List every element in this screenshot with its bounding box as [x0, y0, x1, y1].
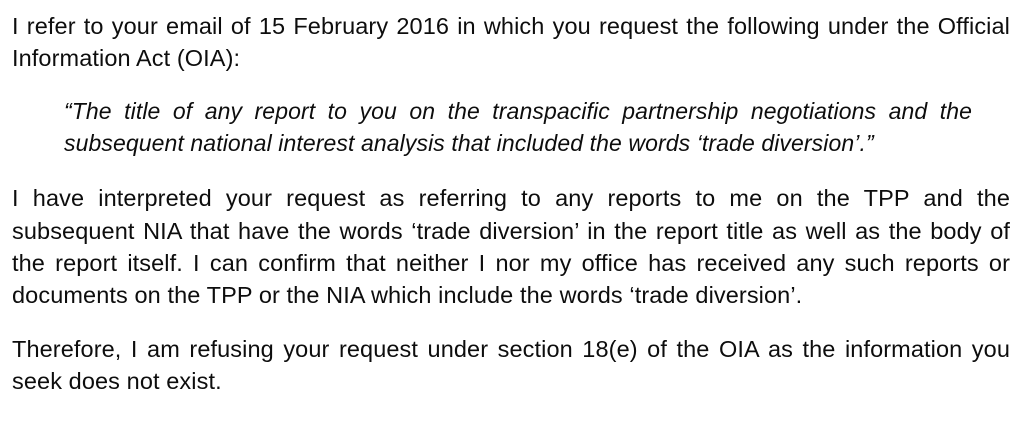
paragraph-interpretation: I have interpreted your request as referring to any reports to me on the TPP and the subsequent NIA that have the words ‘trade diversion’ in the report title as well as the body of the report itself. I can confirm that neither I nor my office has received any such reports or documents on the TPP or the NIA which include the words ‘trade diversion’. [12, 185, 1010, 308]
blockquote-quoted-request: “The title of any report to you on the transpacific partnership negotiations and the subsequent national interest analysis that included the words ‘trade diversion’.” [64, 98, 972, 157]
paragraph-intro: I refer to your email of 15 February 2016 in which you request the following under the Official Information Act (OIA): [12, 13, 1010, 72]
paragraph-refusal: Therefore, I am refusing your request under section 18(e) of the OIA as the information you seek does not exist. [12, 336, 1010, 395]
